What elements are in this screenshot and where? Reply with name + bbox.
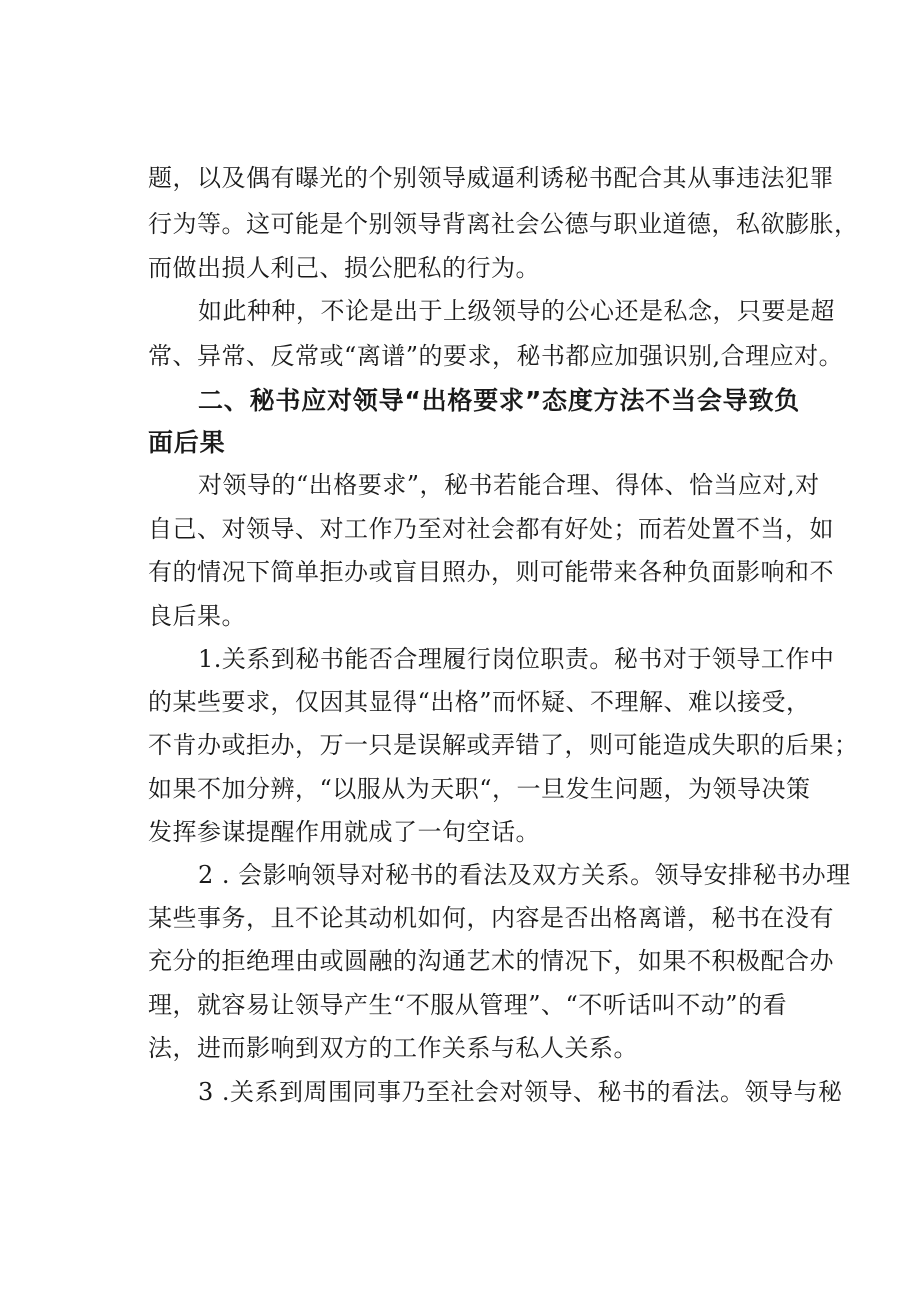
body-text-line: 而做出损人利己、损公肥私的行为。 — [148, 254, 540, 282]
section-heading: 二、秘书应对领导“出格要求”态度方法不当会导致负 — [198, 386, 801, 415]
body-text-line: 某些事务，且不论其动机如何，内容是否出格离谱，秘书在没有 — [148, 904, 834, 932]
body-text-line: 发挥参谋提醒作用就成了一句空话。 — [148, 818, 540, 846]
body-text-line: 理，就容易让领导产生“不服从管理”、“不听话叫不动”的看 — [148, 991, 788, 1019]
body-text-line: 3 .关系到周围同事乃至社会对领导、秘书的看法。领导与秘 — [198, 1078, 843, 1106]
body-text-line: 法，进而影响到双方的工作关系与私人关系。 — [148, 1034, 638, 1062]
body-text-line: 的某些要求，仅因其显得“出格”而怀疑、不理解、难以接受， — [148, 688, 811, 716]
body-text-line: 常、异常、反常或“离谱”的要求，秘书都应加强识别,合理应对。 — [148, 342, 844, 370]
body-text-line: 对领导的“出格要求”，秘书若能合理、得体、恰当应对,对 — [198, 471, 820, 499]
body-text-line: 自己、对领导、对工作乃至对社会都有好处；而若处置不当，如 — [148, 515, 834, 543]
body-text-line: 充分的拒绝理由或圆融的沟通艺术的情况下，如果不积极配合办 — [148, 947, 834, 975]
body-text-line: 良后果。 — [148, 602, 246, 630]
body-text-line: 如此种种，不论是出于上级领导的公心还是私念，只要是超 — [198, 297, 835, 325]
body-text-line: 不肯办或拒办，万一只是误解或弄错了，则可能造成失职的后果； — [148, 731, 859, 759]
body-text-line: 2 . 会影响领导对秘书的看法及双方关系。领导安排秘书办理 — [198, 861, 851, 889]
section-heading: 面后果 — [148, 428, 226, 457]
body-text-line: 如果不加分辨，“以服从为天职“，一旦发生问题，为领导决策 — [148, 775, 811, 803]
body-text-line: 行为等。这可能是个别领导背离社会公德与职业道德，私欲膨胀， — [148, 210, 859, 238]
body-text-line: 1.关系到秘书能否合理履行岗位职责。秘书对于领导工作中 — [198, 645, 835, 673]
body-text-line: 有的情况下简单拒办或盲目照办，则可能带来各种负面影响和不 — [148, 558, 834, 586]
body-text-line: 题，以及偶有曝光的个别领导威逼利诱秘书配合其从事违法犯罪 — [148, 164, 834, 192]
